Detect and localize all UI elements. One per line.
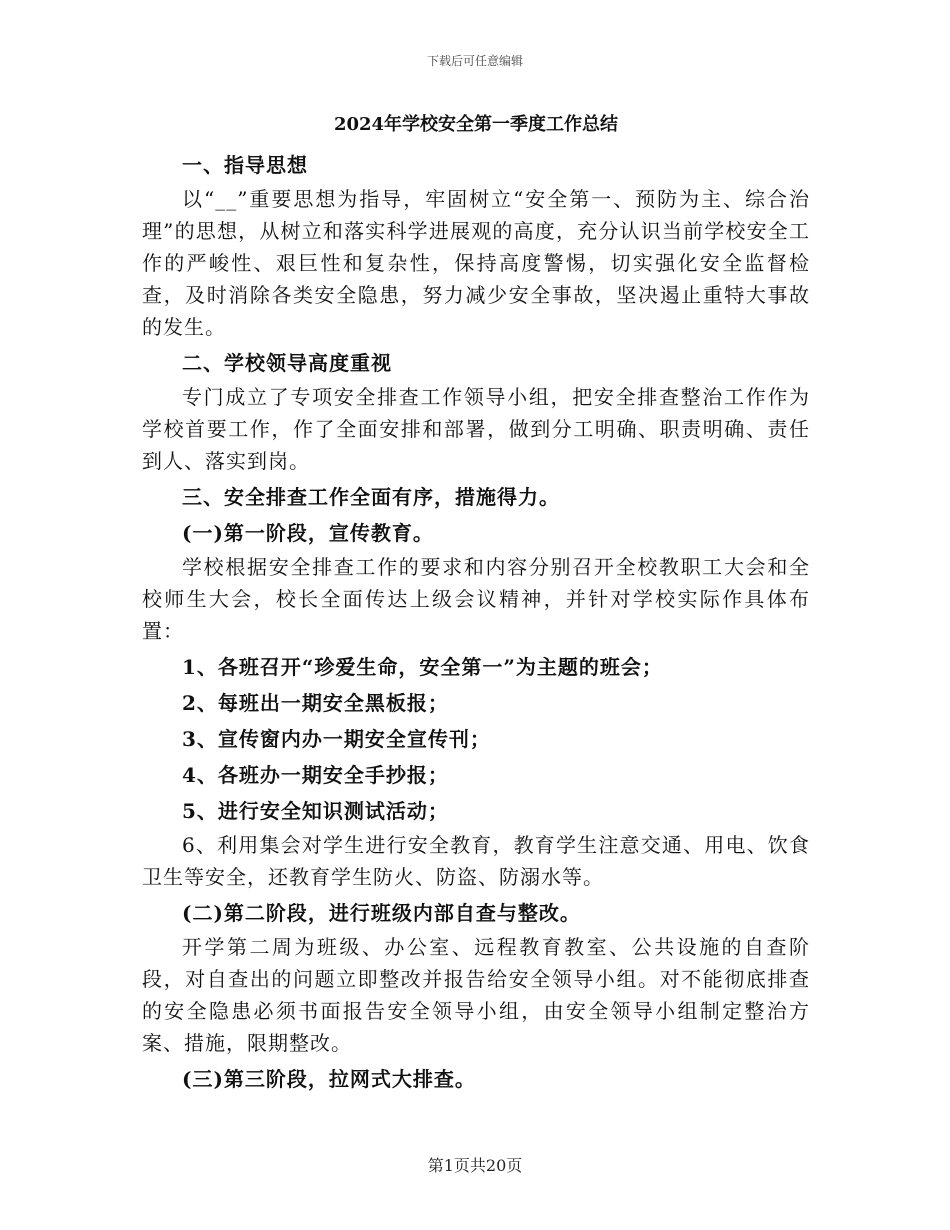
document-title: 2024年学校安全第一季度工作总结: [333, 114, 619, 135]
section-heading: (三)第三阶段，拉网式大排查。: [182, 1067, 476, 1091]
section-heading: 三、安全排查工作全面有序，措施得力。: [182, 485, 560, 509]
body-paragraph: 6、利用集会对学生进行安全教育，教育学生注意交通、用电、饮食卫生等安全，还教育学生防火、防盗、防溺水等。: [142, 833, 810, 889]
body-paragraph: 专门成立了专项安全排查工作领导小组，把安全排查整治工作作为学校首要工作，作了全面安排和部署，做到分工明确、职责明确、责任到人、落实到岗。: [142, 385, 810, 473]
body-paragraph: 开学第二周为班级、办公室、远程教育教室、公共设施的自查阶段，对自查出的问题立即整改并报告给安全领导小组。对不能彻底排查的安全隐患必须书面报告安全领导小组，由安全领导小组制定整治方案、措施，限期整改。: [142, 935, 810, 1055]
section-heading: (一)第一阶段，宣传教育。: [182, 521, 434, 545]
section-heading: 一、指导思想: [182, 153, 308, 177]
page-number: 第1页共20页: [427, 1156, 523, 1175]
body-paragraph: 学校根据安全排查工作的要求和内容分别召开全校教职工大会和全校师生大会，校长全面传达上级会议精神，并针对学校实际作具体布置：: [142, 555, 810, 643]
section-heading: 二、学校领导高度重视: [182, 351, 392, 375]
section-heading: (二)第二阶段，进行班级内部自查与整改。: [182, 901, 581, 925]
list-item: 5、进行安全知识测试活动；: [182, 799, 449, 823]
page-header-note: 下载后可任意编辑: [426, 54, 523, 68]
list-item: 4、各班办一期安全手抄报；: [182, 763, 449, 787]
list-item: 3、宣传窗内办一期安全宣传刊；: [182, 727, 491, 751]
document-body: [142, 105, 810, 1097]
body-paragraph: 以“__”重要思想为指导，牢固树立“安全第一、预防为主、综合治理”的思想，从树立和落实科学进展观的高度，充分认识当前学校安全工作的严峻性、艰巨性和复杂性，保持高度警惕，切实强化安全监督检查，及时消除各类安全隐患，努力减少安全事故，坚决遏止重特大事故的发生。: [142, 187, 810, 339]
list-item: 2、每班出一期安全黑板报；: [182, 691, 449, 715]
paragraph-list: [142, 149, 810, 1095]
list-item: 1、各班召开“珍爱生命，安全第一”为主题的班会；: [182, 655, 663, 679]
